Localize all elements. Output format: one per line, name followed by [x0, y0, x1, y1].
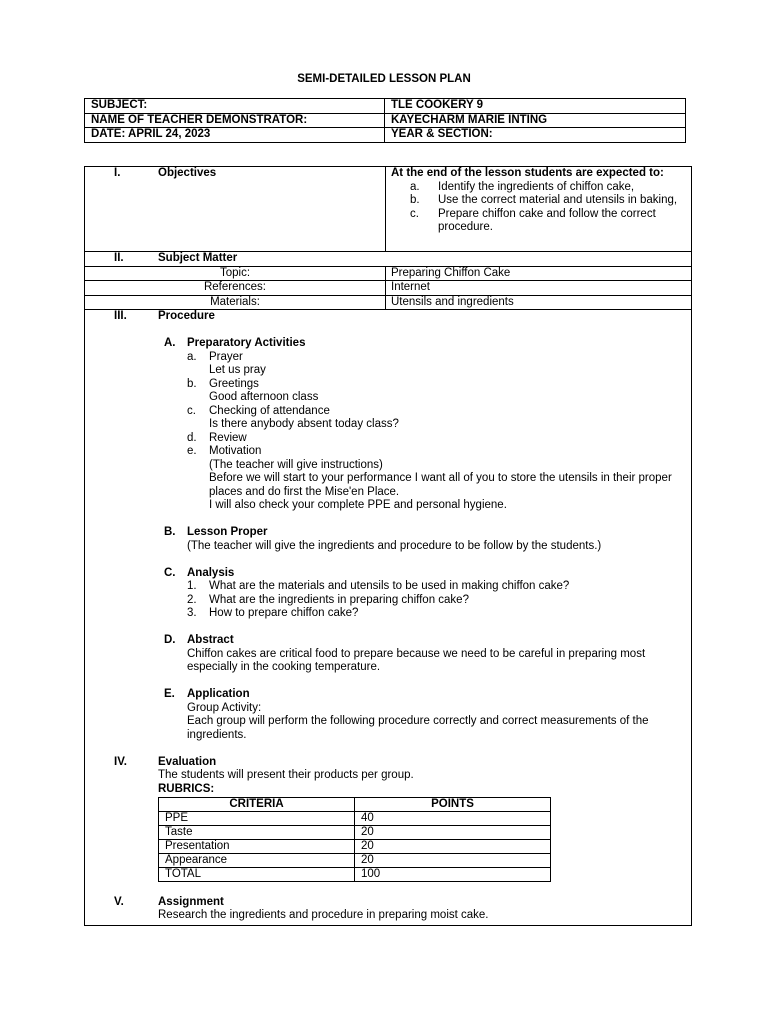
subject-value: TLE COOKERY 9	[385, 99, 686, 114]
objectives-number: I.	[114, 167, 121, 179]
motivation-text: Before we will start to your performance I want all of you to store the utensils in their proper places and do first the Mise'en Place.	[209, 472, 672, 498]
assignment-number: V.	[114, 895, 124, 908]
points-header: POINTS	[355, 798, 551, 812]
list-item: a. Prayer	[187, 350, 243, 363]
topic-value: Preparing Chiffon Cake	[386, 266, 692, 281]
motivation-text: I will also check your complete PPE and personal hygiene.	[209, 499, 507, 511]
objectives-label: Objectives	[158, 167, 217, 179]
table-row	[159, 840, 551, 854]
application-text: Each group will perform the following procedure correctly and correct measurements of the ingredients.	[187, 715, 649, 741]
application-text: Group Activity:	[187, 701, 262, 714]
preparatory-activities: A. Preparatory Activities	[164, 337, 306, 349]
materials-value: Utensils and ingredients	[386, 295, 692, 310]
evaluation-label: Evaluation	[158, 755, 217, 768]
application: E. Application	[164, 688, 250, 700]
list-item: c. Prepare chiffon cake and follow the correct procedure.	[410, 207, 656, 233]
materials-label: Materials:	[85, 295, 386, 310]
list-item: b. Greetings	[187, 377, 259, 390]
lesson-plan-table	[84, 166, 692, 926]
points-cell: 100	[355, 868, 551, 882]
references-value: Internet	[386, 281, 692, 296]
year-section-label: YEAR & SECTION:	[385, 128, 686, 143]
list-item: e. Motivation	[187, 445, 262, 457]
lesson-proper: B. Lesson Proper	[164, 526, 268, 538]
procedure-number: III.	[114, 310, 127, 322]
header-row-teacher	[85, 113, 686, 128]
list-item: a. Identify the ingredients of chiffon cake,	[410, 180, 635, 193]
points-cell: 20	[355, 826, 551, 840]
table-row	[159, 798, 551, 812]
evaluation-number: IV.	[114, 755, 128, 768]
attendance-text: Is there anybody absent today class?	[209, 418, 399, 430]
abstract-text: Chiffon cakes are critical food to prepare because we need to be careful in preparing most especially in the cooking temperature.	[187, 647, 646, 673]
subject-label: SUBJECT:	[85, 99, 385, 114]
points-cell: 20	[355, 854, 551, 868]
table-row	[159, 868, 551, 882]
subject-matter-label: Subject Matter	[158, 252, 238, 264]
document-title: SEMI-DETAILED LESSON PLAN	[297, 73, 471, 85]
topic-row	[85, 266, 692, 281]
table-row	[159, 812, 551, 826]
materials-row	[85, 295, 692, 310]
references-row	[85, 281, 692, 296]
greetings-text: Good afternoon class	[209, 391, 319, 403]
criteria-cell: Appearance	[159, 854, 355, 868]
abstract: D. Abstract	[164, 634, 234, 646]
objectives-list	[391, 181, 686, 235]
criteria-cell: PPE	[159, 812, 355, 826]
rubric-table	[158, 797, 551, 882]
points-cell: 20	[355, 840, 551, 854]
teacher-label: NAME OF TEACHER DEMONSTRATOR:	[85, 113, 385, 128]
objectives-intro: At the end of the lesson students are expected to:	[391, 167, 664, 179]
references-label: References:	[85, 281, 386, 296]
assignment-label: Assignment	[158, 895, 224, 908]
lesson-proper-text: (The teacher will give the ingredients and procedure to be follow by the students.)	[187, 539, 602, 552]
subject-matter-number: II.	[114, 252, 124, 264]
table-row	[159, 826, 551, 840]
procedure-label: Procedure	[158, 310, 215, 322]
criteria-cell: Taste	[159, 826, 355, 840]
subject-matter-row	[85, 252, 692, 267]
criteria-cell: Presentation	[159, 840, 355, 854]
prayer-text: Let us pray	[209, 364, 266, 376]
header-row-subject	[85, 99, 686, 114]
motivation-text: (The teacher will give instructions)	[209, 458, 383, 471]
rubrics-label: RUBRICS:	[158, 782, 215, 795]
assignment-text: Research the ingredients and procedure in preparing moist cake.	[158, 909, 489, 921]
list-item: 3. How to prepare chiffon cake?	[187, 607, 359, 619]
procedure-body	[90, 337, 686, 756]
date-label: DATE: APRIL 24, 2023	[85, 128, 385, 143]
list-item: d. Review	[187, 431, 247, 444]
evaluation-text: The students will present their products per group.	[158, 769, 414, 781]
table-row	[159, 854, 551, 868]
topic-label: Topic:	[85, 266, 386, 281]
list-item: 1. What are the materials and utensils to be used in making chiffon cake?	[187, 580, 570, 592]
list-item: b. Use the correct material and utensils in baking,	[410, 194, 678, 206]
criteria-cell: TOTAL	[159, 868, 355, 882]
objectives-row	[85, 167, 692, 252]
header-table	[84, 98, 686, 143]
teacher-value: KAYECHARM MARIE INTING	[385, 113, 686, 128]
analysis: C. Analysis	[164, 566, 235, 579]
list-item: 2. What are the ingredients in preparing chiffon cake?	[187, 593, 469, 606]
criteria-header: CRITERIA	[159, 798, 355, 812]
points-cell: 40	[355, 812, 551, 826]
header-row-date	[85, 128, 686, 143]
list-item: c. Checking of attendance	[187, 404, 330, 417]
procedure-section-row	[85, 310, 692, 926]
